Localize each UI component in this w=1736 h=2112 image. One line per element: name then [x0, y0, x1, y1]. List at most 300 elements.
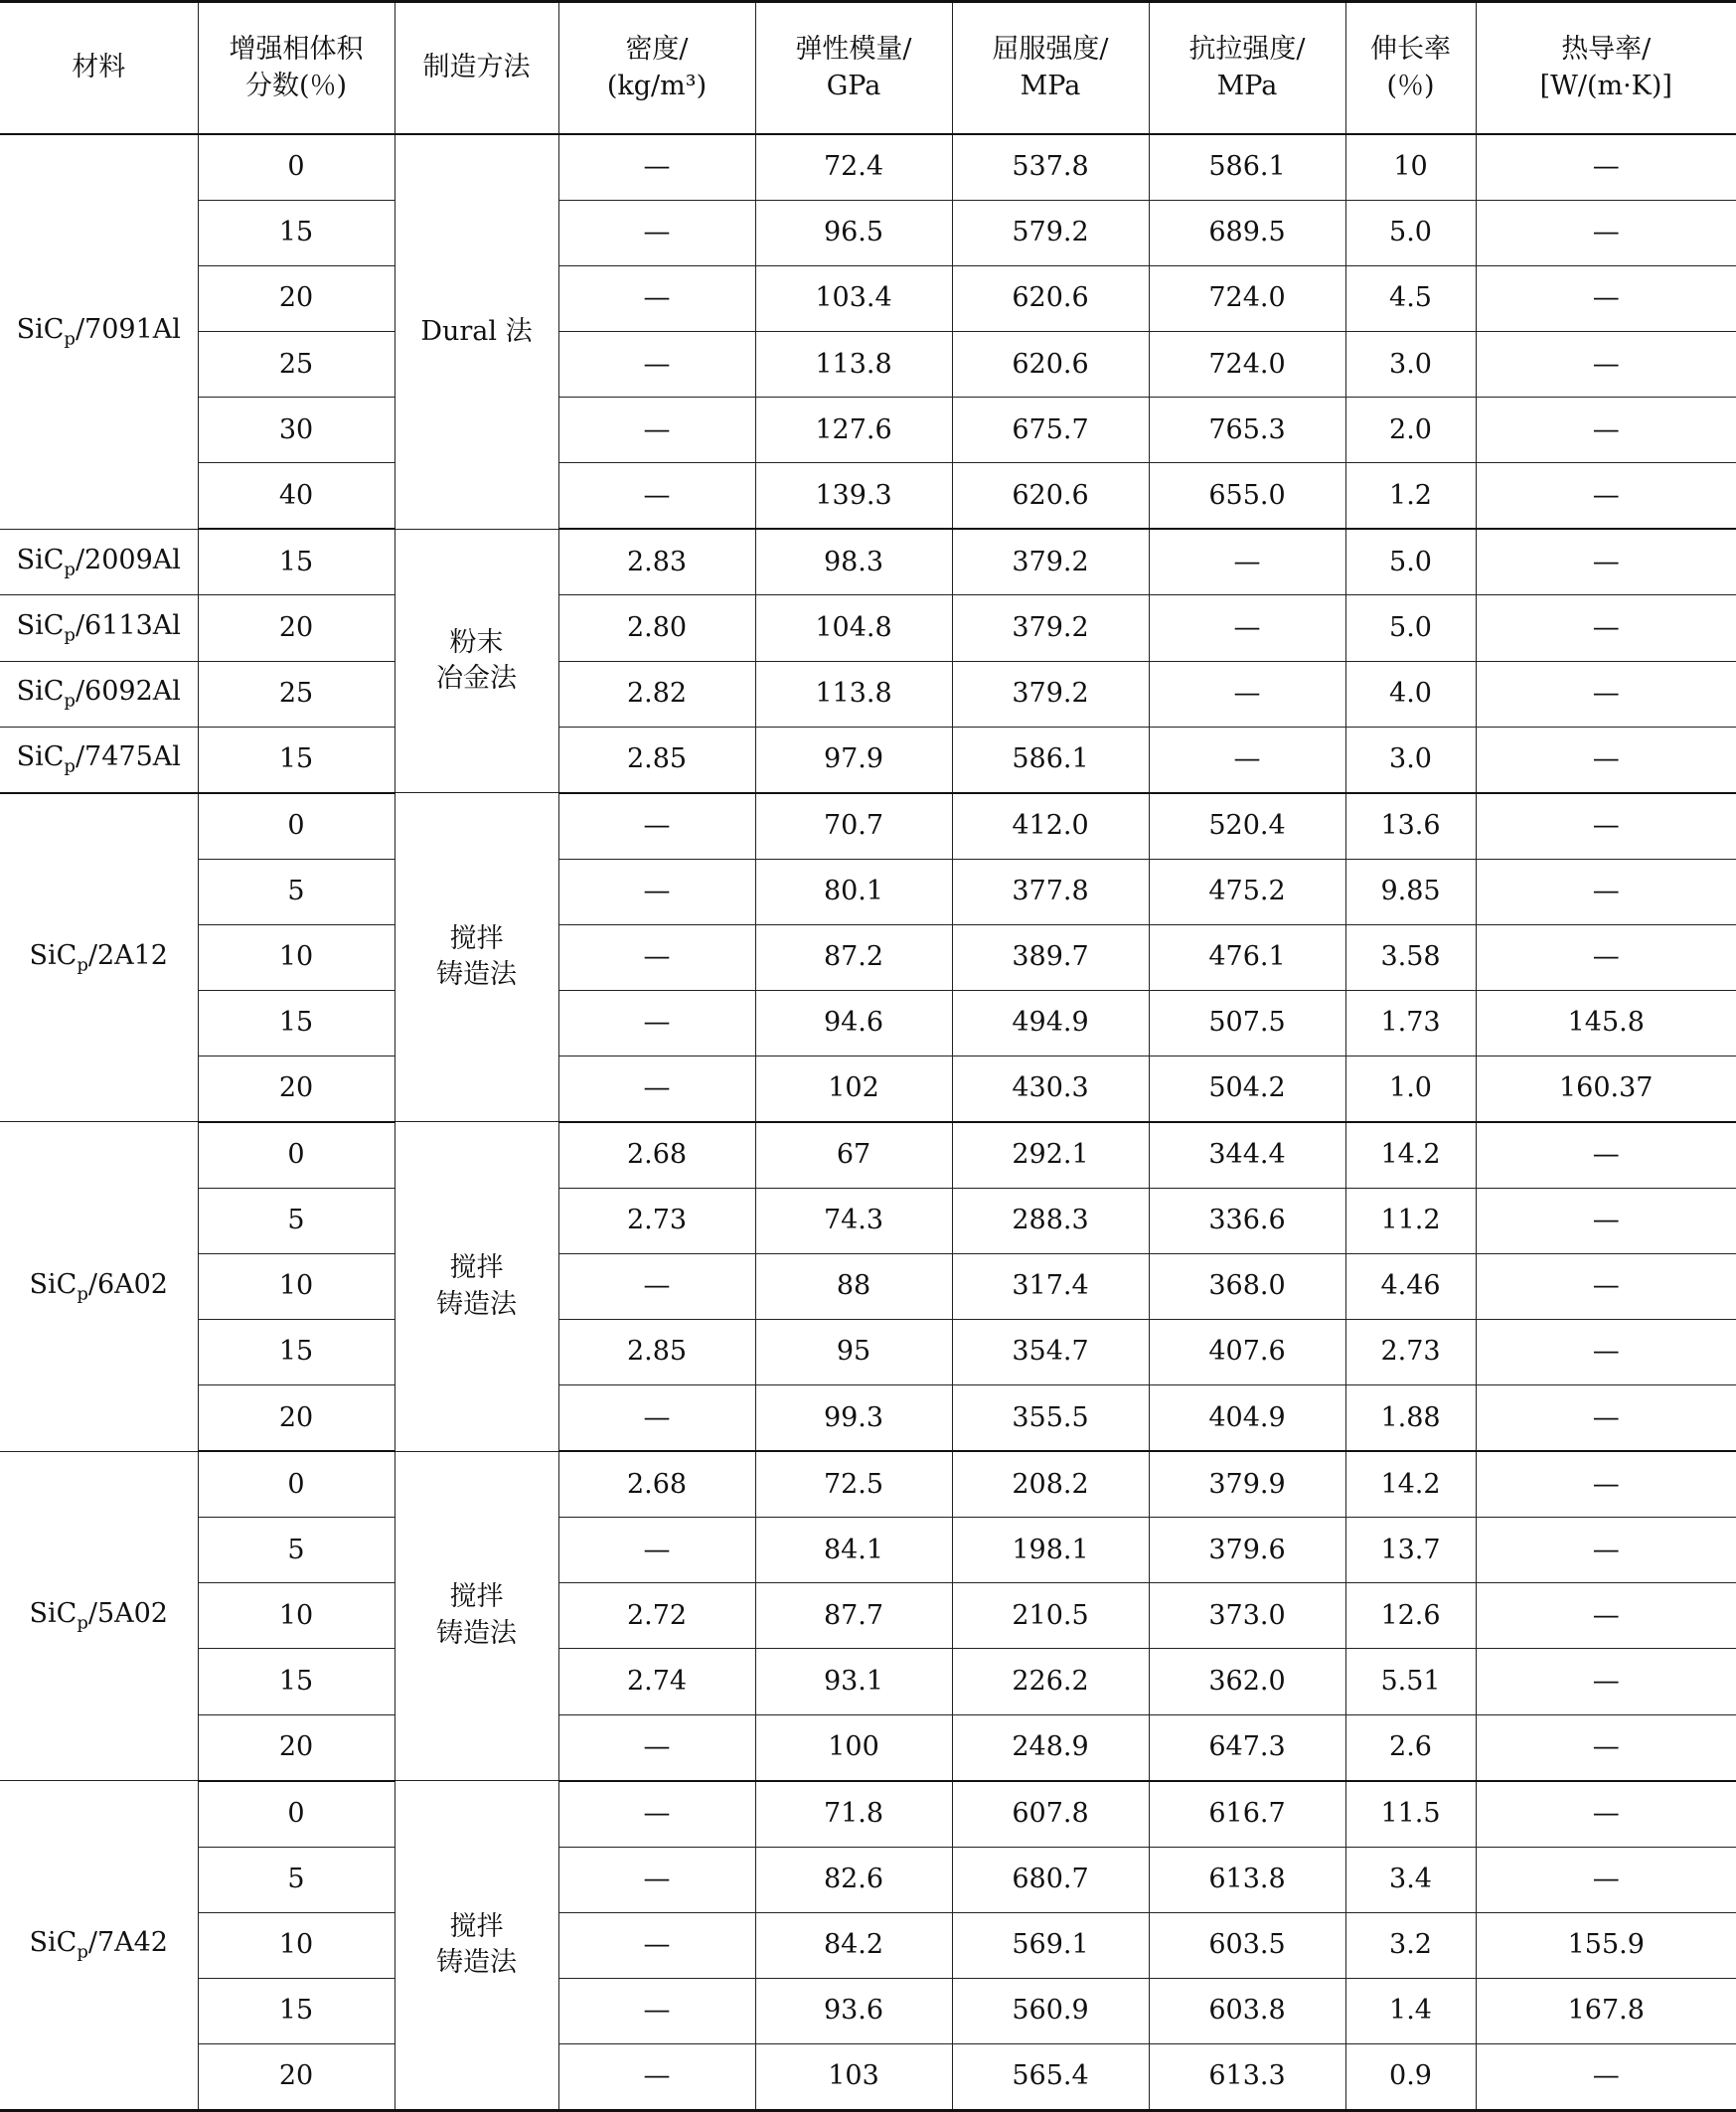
material-matrix: /7A42	[87, 1927, 168, 1959]
table-row	[0, 1122, 1736, 1189]
table-row	[0, 1912, 1736, 1978]
header-line: 制造方法	[422, 52, 531, 83]
cell-tensile-strength: 724.0	[1149, 266, 1345, 332]
cell-thermal-conductivity: —	[1476, 398, 1736, 463]
cell-volume-fraction: 5	[198, 1518, 395, 1583]
table-row	[0, 1714, 1736, 1781]
cell-elongation: 5.51	[1345, 1649, 1476, 1714]
cell-tensile-strength: 504.2	[1149, 1056, 1345, 1122]
cell-yield-strength: 620.6	[952, 463, 1149, 530]
cell-tensile-strength: 603.5	[1149, 1912, 1345, 1978]
cell-thermal-conductivity: 155.9	[1476, 1912, 1736, 1978]
cell-elongation: 11.2	[1345, 1189, 1476, 1254]
table-row	[0, 1385, 1736, 1452]
cell-volume-fraction: 30	[198, 398, 395, 463]
cell-tensile-strength: 407.6	[1149, 1320, 1345, 1385]
cell-tensile-strength: 765.3	[1149, 398, 1345, 463]
cell-tensile-strength: 336.6	[1149, 1189, 1345, 1254]
header-line: 抗拉强度/	[1188, 34, 1306, 66]
cell-yield-strength: 586.1	[952, 727, 1149, 793]
table-row	[0, 332, 1736, 398]
material-base: SiC	[16, 741, 65, 773]
material-base: SiC	[29, 1598, 78, 1630]
cell-yield-strength: 379.2	[952, 595, 1149, 661]
cell-density: —	[558, 793, 755, 860]
cell-yield-strength: 379.2	[952, 661, 1149, 727]
cell-tensile-strength: 368.0	[1149, 1254, 1345, 1320]
table-row	[0, 990, 1736, 1056]
material-subscript: p	[64, 690, 76, 712]
cell-elongation: 13.6	[1345, 793, 1476, 860]
method-cell	[395, 1781, 558, 2111]
cell-density: —	[558, 1978, 755, 2043]
cell-elastic-modulus: 84.1	[755, 1518, 952, 1583]
cell-tensile-strength: 586.1	[1149, 134, 1345, 201]
cell-elastic-modulus: 99.3	[755, 1385, 952, 1452]
cell-elastic-modulus: 93.1	[755, 1649, 952, 1714]
cell-volume-fraction: 15	[198, 727, 395, 793]
cell-elastic-modulus: 87.7	[755, 1583, 952, 1649]
cell-density: 2.68	[558, 1122, 755, 1189]
cell-density: —	[558, 1714, 755, 1781]
cell-elastic-modulus: 139.3	[755, 463, 952, 530]
cell-density: 2.85	[558, 1320, 755, 1385]
cell-yield-strength: 379.2	[952, 529, 1149, 595]
method-line: 搅拌	[449, 1581, 504, 1613]
material-matrix: /2009Al	[75, 544, 181, 575]
cell-tensile-strength: —	[1149, 661, 1345, 727]
cell-thermal-conductivity: —	[1476, 529, 1736, 595]
cell-elongation: 5.0	[1345, 595, 1476, 661]
cell-tensile-strength: 475.2	[1149, 859, 1345, 924]
header-line: 弹性模量/	[795, 34, 912, 66]
header-line: 材料	[72, 52, 126, 83]
table-row	[0, 727, 1736, 793]
cell-volume-fraction: 5	[198, 859, 395, 924]
material-subscript: p	[64, 559, 76, 580]
cell-thermal-conductivity: 145.8	[1476, 990, 1736, 1056]
cell-elastic-modulus: 72.5	[755, 1451, 952, 1518]
table-row	[0, 595, 1736, 661]
cell-elastic-modulus: 84.2	[755, 1912, 952, 1978]
cell-elastic-modulus: 95	[755, 1320, 952, 1385]
header-yield-strength	[952, 2, 1149, 135]
cell-elongation: 14.2	[1345, 1451, 1476, 1518]
header-line: GPa	[826, 70, 881, 101]
table-row	[0, 793, 1736, 860]
cell-yield-strength: 226.2	[952, 1649, 1149, 1714]
table-row	[0, 1649, 1736, 1714]
method-line: 铸造法	[436, 1288, 517, 1320]
cell-elongation: 3.4	[1345, 1847, 1476, 1912]
header-line: MPa	[1020, 70, 1081, 101]
cell-thermal-conductivity: —	[1476, 1649, 1736, 1714]
cell-elastic-modulus: 97.9	[755, 727, 952, 793]
table-row	[0, 1847, 1736, 1912]
cell-thermal-conductivity: —	[1476, 1385, 1736, 1452]
cell-volume-fraction: 10	[198, 1254, 395, 1320]
cell-yield-strength: 620.6	[952, 332, 1149, 398]
cell-yield-strength: 537.8	[952, 134, 1149, 201]
cell-elongation: 3.2	[1345, 1912, 1476, 1978]
cell-thermal-conductivity: —	[1476, 924, 1736, 990]
material-cell	[0, 595, 198, 661]
cell-elongation: 2.0	[1345, 398, 1476, 463]
cell-yield-strength: 579.2	[952, 201, 1149, 266]
table-row	[0, 1056, 1736, 1122]
cell-tensile-strength: 603.8	[1149, 1978, 1345, 2043]
cell-density: —	[558, 924, 755, 990]
cell-density: —	[558, 1912, 755, 1978]
header-density	[558, 2, 755, 135]
cell-density: 2.72	[558, 1583, 755, 1649]
cell-elastic-modulus: 103.4	[755, 266, 952, 332]
cell-elongation: 12.6	[1345, 1583, 1476, 1649]
method-line: 铸造法	[436, 1617, 517, 1649]
cell-tensile-strength: 647.3	[1149, 1714, 1345, 1781]
cell-density: 2.68	[558, 1451, 755, 1518]
header-line: [W/(m·K)]	[1539, 70, 1672, 101]
table-row	[0, 266, 1736, 332]
cell-elastic-modulus: 104.8	[755, 595, 952, 661]
table-row	[0, 859, 1736, 924]
cell-tensile-strength: 689.5	[1149, 201, 1345, 266]
header-line: (％)	[1386, 70, 1435, 101]
cell-volume-fraction: 10	[198, 1912, 395, 1978]
cell-tensile-strength: 373.0	[1149, 1583, 1345, 1649]
table-body	[0, 134, 1736, 2111]
cell-volume-fraction: 0	[198, 1451, 395, 1518]
cell-elongation: 3.0	[1345, 332, 1476, 398]
cell-density: —	[558, 463, 755, 530]
header-method	[395, 2, 558, 135]
cell-yield-strength: 565.4	[952, 2043, 1149, 2110]
material-matrix: /6092Al	[75, 676, 181, 708]
cell-density: —	[558, 990, 755, 1056]
table-row	[0, 1254, 1736, 1320]
cell-density: —	[558, 1056, 755, 1122]
cell-elastic-modulus: 127.6	[755, 398, 952, 463]
cell-thermal-conductivity: —	[1476, 1189, 1736, 1254]
cell-density: 2.82	[558, 661, 755, 727]
header-line: (kg/m³)	[606, 70, 708, 101]
material-base: SiC	[16, 544, 65, 575]
method-cell	[395, 1451, 558, 1780]
material-subscript: p	[64, 624, 76, 646]
cell-yield-strength: 354.7	[952, 1320, 1149, 1385]
material-matrix: /7091Al	[75, 314, 181, 346]
cell-volume-fraction: 0	[198, 1781, 395, 1848]
cell-thermal-conductivity: —	[1476, 1254, 1736, 1320]
material-matrix: /2A12	[87, 939, 168, 971]
cell-density: 2.73	[558, 1189, 755, 1254]
material-base: SiC	[29, 1268, 78, 1300]
material-base: SiC	[29, 939, 78, 971]
cell-elongation: 0.9	[1345, 2043, 1476, 2110]
cell-elongation: 1.4	[1345, 1978, 1476, 2043]
method-line: 粉末	[449, 626, 504, 658]
cell-elastic-modulus: 94.6	[755, 990, 952, 1056]
cell-thermal-conductivity: —	[1476, 1518, 1736, 1583]
table-row	[0, 924, 1736, 990]
cell-elastic-modulus: 72.4	[755, 134, 952, 201]
cell-density: —	[558, 1254, 755, 1320]
cell-thermal-conductivity: —	[1476, 1714, 1736, 1781]
cell-elongation: 14.2	[1345, 1122, 1476, 1189]
cell-density: 2.74	[558, 1649, 755, 1714]
header-volume-fraction	[198, 2, 395, 135]
cell-elastic-modulus: 93.6	[755, 1978, 952, 2043]
table-row	[0, 134, 1736, 201]
cell-elongation: 4.5	[1345, 266, 1476, 332]
cell-thermal-conductivity: —	[1476, 793, 1736, 860]
cell-elongation: 11.5	[1345, 1781, 1476, 1848]
cell-elongation: 10	[1345, 134, 1476, 201]
cell-yield-strength: 560.9	[952, 1978, 1149, 2043]
material-cell	[0, 661, 198, 727]
cell-tensile-strength: 507.5	[1149, 990, 1345, 1056]
material-matrix: /7475Al	[75, 741, 181, 773]
cell-yield-strength: 412.0	[952, 793, 1149, 860]
table-row	[0, 1978, 1736, 2043]
method-line: 搅拌	[449, 922, 504, 954]
cell-yield-strength: 292.1	[952, 1122, 1149, 1189]
material-cell	[0, 793, 198, 1122]
cell-thermal-conductivity: —	[1476, 134, 1736, 201]
cell-tensile-strength: 379.6	[1149, 1518, 1345, 1583]
cell-density: —	[558, 1847, 755, 1912]
cell-elastic-modulus: 102	[755, 1056, 952, 1122]
header-line: 屈服强度/	[992, 34, 1109, 66]
cell-volume-fraction: 0	[198, 134, 395, 201]
cell-elongation: 4.46	[1345, 1254, 1476, 1320]
cell-volume-fraction: 25	[198, 661, 395, 727]
cell-thermal-conductivity: 167.8	[1476, 1978, 1736, 2043]
table-row	[0, 2043, 1736, 2110]
table-row	[0, 661, 1736, 727]
material-cell	[0, 1781, 198, 2111]
cell-tensile-strength: 404.9	[1149, 1385, 1345, 1452]
cell-thermal-conductivity: —	[1476, 1847, 1736, 1912]
cell-density: —	[558, 266, 755, 332]
header-line: 增强相体积	[229, 34, 364, 66]
header-thermal-conductivity	[1476, 2, 1736, 135]
cell-tensile-strength: 379.9	[1149, 1451, 1345, 1518]
method-cell	[395, 529, 558, 792]
method-line: 冶金法	[436, 663, 517, 694]
cell-elongation: 2.73	[1345, 1320, 1476, 1385]
cell-thermal-conductivity: —	[1476, 595, 1736, 661]
cell-volume-fraction: 15	[198, 1978, 395, 2043]
cell-elastic-modulus: 82.6	[755, 1847, 952, 1912]
cell-elastic-modulus: 80.1	[755, 859, 952, 924]
cell-tensile-strength: 613.3	[1149, 2043, 1345, 2110]
material-subscript: p	[64, 755, 76, 777]
cell-density: —	[558, 1518, 755, 1583]
cell-elongation: 2.6	[1345, 1714, 1476, 1781]
cell-density: —	[558, 1781, 755, 1848]
cell-yield-strength: 675.7	[952, 398, 1149, 463]
cell-volume-fraction: 20	[198, 1714, 395, 1781]
method-line: 铸造法	[436, 959, 517, 991]
cell-volume-fraction: 20	[198, 2043, 395, 2110]
cell-yield-strength: 317.4	[952, 1254, 1149, 1320]
method-line: 搅拌	[449, 1910, 504, 1942]
method-cell	[395, 793, 558, 1122]
cell-volume-fraction: 15	[198, 1649, 395, 1714]
cell-yield-strength: 210.5	[952, 1583, 1149, 1649]
cell-elastic-modulus: 87.2	[755, 924, 952, 990]
table-row	[0, 1583, 1736, 1649]
material-cell	[0, 529, 198, 595]
cell-yield-strength: 208.2	[952, 1451, 1149, 1518]
table-row	[0, 463, 1736, 530]
table-row	[0, 1189, 1736, 1254]
cell-elongation: 3.0	[1345, 727, 1476, 793]
material-subscript: p	[77, 1612, 88, 1634]
table-row	[0, 529, 1736, 595]
material-cell	[0, 727, 198, 793]
cell-volume-fraction: 5	[198, 1189, 395, 1254]
material-matrix: /5A02	[87, 1598, 168, 1630]
cell-thermal-conductivity: —	[1476, 1122, 1736, 1189]
cell-thermal-conductivity: —	[1476, 2043, 1736, 2110]
cell-density: —	[558, 859, 755, 924]
table-row	[0, 398, 1736, 463]
cell-density: 2.85	[558, 727, 755, 793]
cell-yield-strength: 680.7	[952, 1847, 1149, 1912]
material-base: SiC	[16, 610, 65, 642]
cell-thermal-conductivity: —	[1476, 1781, 1736, 1848]
cell-volume-fraction: 10	[198, 1583, 395, 1649]
method-line: Dural 法	[420, 315, 533, 347]
material-matrix: /6A02	[87, 1268, 168, 1300]
header-row	[0, 2, 1736, 135]
cell-elastic-modulus: 113.8	[755, 661, 952, 727]
cell-thermal-conductivity: 160.37	[1476, 1056, 1736, 1122]
cell-thermal-conductivity: —	[1476, 1583, 1736, 1649]
cell-density: —	[558, 332, 755, 398]
cell-yield-strength: 607.8	[952, 1781, 1149, 1848]
table-row	[0, 1781, 1736, 1848]
table-row	[0, 1320, 1736, 1385]
header-line: 密度/	[625, 34, 689, 66]
cell-tensile-strength: —	[1149, 529, 1345, 595]
cell-yield-strength: 377.8	[952, 859, 1149, 924]
material-cell	[0, 1122, 198, 1451]
material-subscript: p	[77, 954, 88, 976]
cell-elastic-modulus: 88	[755, 1254, 952, 1320]
cell-tensile-strength: 476.1	[1149, 924, 1345, 990]
cell-tensile-strength: 616.7	[1149, 1781, 1345, 1848]
cell-volume-fraction: 10	[198, 924, 395, 990]
cell-tensile-strength: 362.0	[1149, 1649, 1345, 1714]
cell-volume-fraction: 40	[198, 463, 395, 530]
material-base: SiC	[16, 314, 65, 346]
cell-elongation: 3.58	[1345, 924, 1476, 990]
method-cell	[395, 1122, 558, 1451]
material-subscript: p	[77, 1941, 88, 1963]
table-row	[0, 1518, 1736, 1583]
cell-tensile-strength: 655.0	[1149, 463, 1345, 530]
cell-elongation: 4.0	[1345, 661, 1476, 727]
cell-elongation: 1.2	[1345, 463, 1476, 530]
cell-volume-fraction: 15	[198, 201, 395, 266]
cell-volume-fraction: 20	[198, 1056, 395, 1122]
cell-tensile-strength: —	[1149, 727, 1345, 793]
cell-density: —	[558, 201, 755, 266]
material-subscript: p	[64, 328, 76, 350]
cell-elastic-modulus: 71.8	[755, 1781, 952, 1848]
cell-elongation: 5.0	[1345, 201, 1476, 266]
cell-yield-strength: 198.1	[952, 1518, 1149, 1583]
cell-volume-fraction: 0	[198, 793, 395, 860]
cell-tensile-strength: 613.8	[1149, 1847, 1345, 1912]
cell-volume-fraction: 15	[198, 1320, 395, 1385]
cell-thermal-conductivity: —	[1476, 266, 1736, 332]
cell-elongation: 9.85	[1345, 859, 1476, 924]
cell-elastic-modulus: 67	[755, 1122, 952, 1189]
cell-thermal-conductivity: —	[1476, 1451, 1736, 1518]
material-matrix: /6113Al	[75, 610, 181, 642]
table-header	[0, 2, 1736, 135]
method-line: 铸造法	[436, 1947, 517, 1979]
cell-elongation: 1.88	[1345, 1385, 1476, 1452]
material-cell	[0, 1451, 198, 1780]
header-line: MPa	[1216, 70, 1278, 101]
cell-elastic-modulus: 103	[755, 2043, 952, 2110]
cell-yield-strength: 389.7	[952, 924, 1149, 990]
cell-volume-fraction: 15	[198, 990, 395, 1056]
cell-density: —	[558, 134, 755, 201]
cell-volume-fraction: 0	[198, 1122, 395, 1189]
cell-yield-strength: 248.9	[952, 1714, 1149, 1781]
cell-density: —	[558, 1385, 755, 1452]
header-tensile-strength	[1149, 2, 1345, 135]
cell-elongation: 1.0	[1345, 1056, 1476, 1122]
method-cell	[395, 134, 558, 529]
cell-elastic-modulus: 74.3	[755, 1189, 952, 1254]
cell-elastic-modulus: 113.8	[755, 332, 952, 398]
cell-yield-strength: 430.3	[952, 1056, 1149, 1122]
cell-volume-fraction: 20	[198, 266, 395, 332]
method-line: 搅拌	[449, 1252, 504, 1284]
cell-elastic-modulus: 98.3	[755, 529, 952, 595]
cell-thermal-conductivity: —	[1476, 463, 1736, 530]
cell-elastic-modulus: 70.7	[755, 793, 952, 860]
cell-density: —	[558, 398, 755, 463]
cell-density: —	[558, 2043, 755, 2110]
cell-thermal-conductivity: —	[1476, 727, 1736, 793]
cell-volume-fraction: 20	[198, 1385, 395, 1452]
header-elastic-modulus	[755, 2, 952, 135]
header-line: 伸长率	[1370, 34, 1451, 66]
material-base: SiC	[29, 1927, 78, 1959]
cell-elastic-modulus: 96.5	[755, 201, 952, 266]
table-row	[0, 201, 1736, 266]
cell-thermal-conductivity: —	[1476, 859, 1736, 924]
cell-tensile-strength: 344.4	[1149, 1122, 1345, 1189]
cell-volume-fraction: 5	[198, 1847, 395, 1912]
cell-thermal-conductivity: —	[1476, 1320, 1736, 1385]
cell-tensile-strength: 724.0	[1149, 332, 1345, 398]
cell-yield-strength: 620.6	[952, 266, 1149, 332]
cell-volume-fraction: 20	[198, 595, 395, 661]
cell-tensile-strength: 520.4	[1149, 793, 1345, 860]
cell-thermal-conductivity: —	[1476, 201, 1736, 266]
cell-volume-fraction: 15	[198, 529, 395, 595]
material-base: SiC	[16, 676, 65, 708]
